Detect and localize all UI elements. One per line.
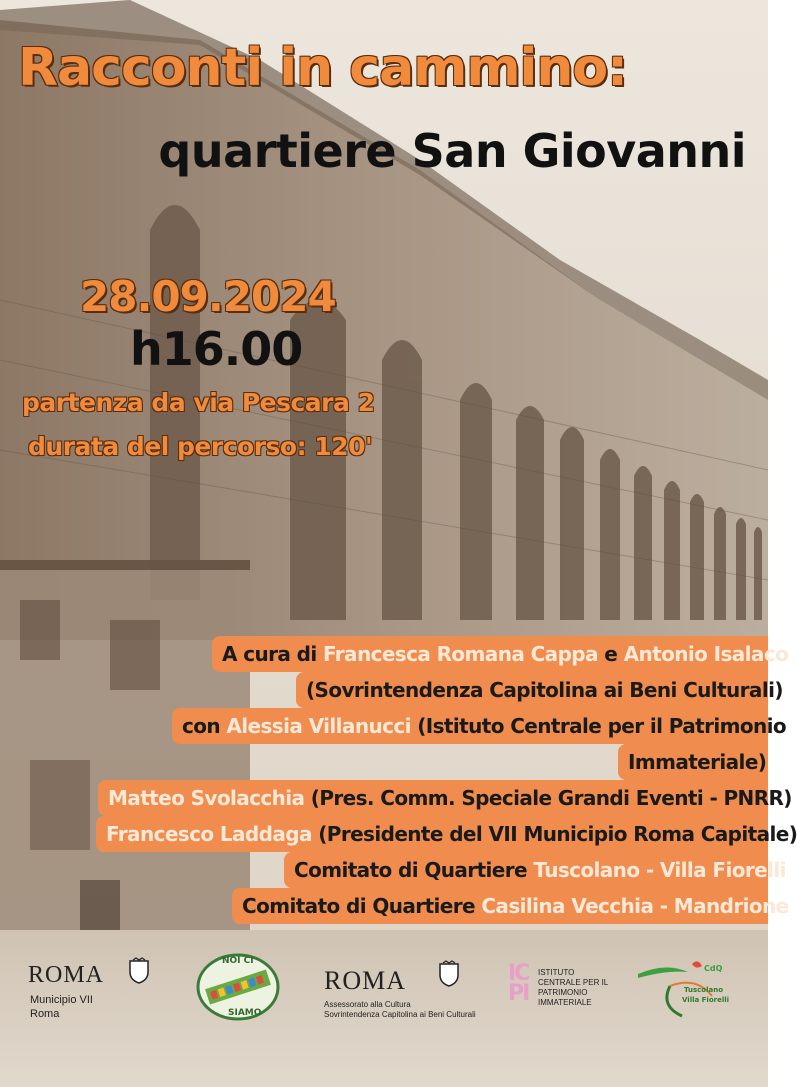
icpi-text: IMMATERIALE	[538, 998, 592, 1007]
credit-guest	[96, 816, 797, 852]
noi-ci-siamo-text: SIAMO	[228, 1008, 262, 1018]
roma-crest-icon	[128, 958, 150, 984]
roma-cultura-sub: Sovrintendenza Capitolina ai Beni Culturali	[324, 1010, 476, 1019]
noi-ci-siamo-text: NOI CI	[222, 956, 254, 966]
credit-label: (Pres. Comm. Speciale Grandi Eventi - PNRR)	[304, 786, 792, 810]
icpi-text: ISTITUTO	[538, 968, 575, 977]
credit-name: Antonio Isalaco	[623, 642, 789, 666]
credit-label: Immateriale)	[628, 750, 767, 774]
cdq-text: Villa Fiorelli	[682, 996, 730, 1004]
credit-label: con	[182, 714, 227, 738]
roma-municipio-sub: Roma	[30, 1008, 60, 1020]
roma-cultura-sub: Assessorato alla Cultura	[324, 1000, 411, 1009]
roma-municipio-logo: ROMA	[28, 962, 105, 988]
credit-label: Comitato di Quartiere	[242, 894, 482, 918]
credit-label: A cura di	[222, 642, 323, 666]
credit-label: e	[597, 642, 624, 666]
icpi-text: PATRIMONIO	[538, 988, 588, 997]
credit-organization	[296, 672, 783, 708]
cdq-text: Tuscolano	[684, 986, 724, 994]
credit-label: Comitato di Quartiere	[294, 858, 534, 882]
roma-municipio-sub: Municipio VII	[30, 994, 93, 1006]
departure-info: partenza da via Pescara 2	[22, 388, 375, 417]
credit-organization-cont	[618, 744, 768, 780]
duration-info: durata del percorso: 120'	[28, 432, 373, 461]
credit-name: Matteo Svolacchia	[108, 786, 305, 810]
roma-crest-icon	[438, 960, 460, 988]
credit-name: Francesca Romana Cappa	[323, 642, 598, 666]
credit-name: Francesco Laddaga	[106, 822, 312, 846]
poster-subtitle: quartiere San Giovanni	[158, 124, 746, 178]
cdq-badge: CdQ	[704, 964, 723, 973]
icpi-text: CENTRALE PER IL	[538, 978, 609, 987]
credit-committee	[232, 888, 789, 924]
credit-name: Alessia Villanucci	[226, 714, 411, 738]
partner-logos	[0, 950, 768, 1040]
credit-collaborator	[172, 708, 787, 744]
credit-guest	[98, 780, 792, 816]
credit-label: (Sovrintendenza Capitolina ai Beni Culturali)	[306, 678, 783, 702]
roma-cultura-logo: ROMA	[324, 966, 407, 995]
credit-committee	[284, 852, 786, 888]
event-date: 28.09.2024	[80, 272, 336, 321]
credit-name: Tuscolano - Villa Fiorelli	[533, 858, 786, 882]
credit-curators	[212, 636, 789, 672]
credit-label: (Presidente del VII Municipio Roma Capitale)	[311, 822, 797, 846]
poster-title: Racconti in cammino:	[18, 38, 627, 98]
credit-label: (Istituto Centrale per il Patrimonio	[410, 714, 787, 738]
icpi-logo: ICPI	[508, 961, 529, 1006]
event-time: h16.00	[130, 322, 303, 376]
credit-name: Casilina Vecchia - Mandrione	[481, 894, 789, 918]
